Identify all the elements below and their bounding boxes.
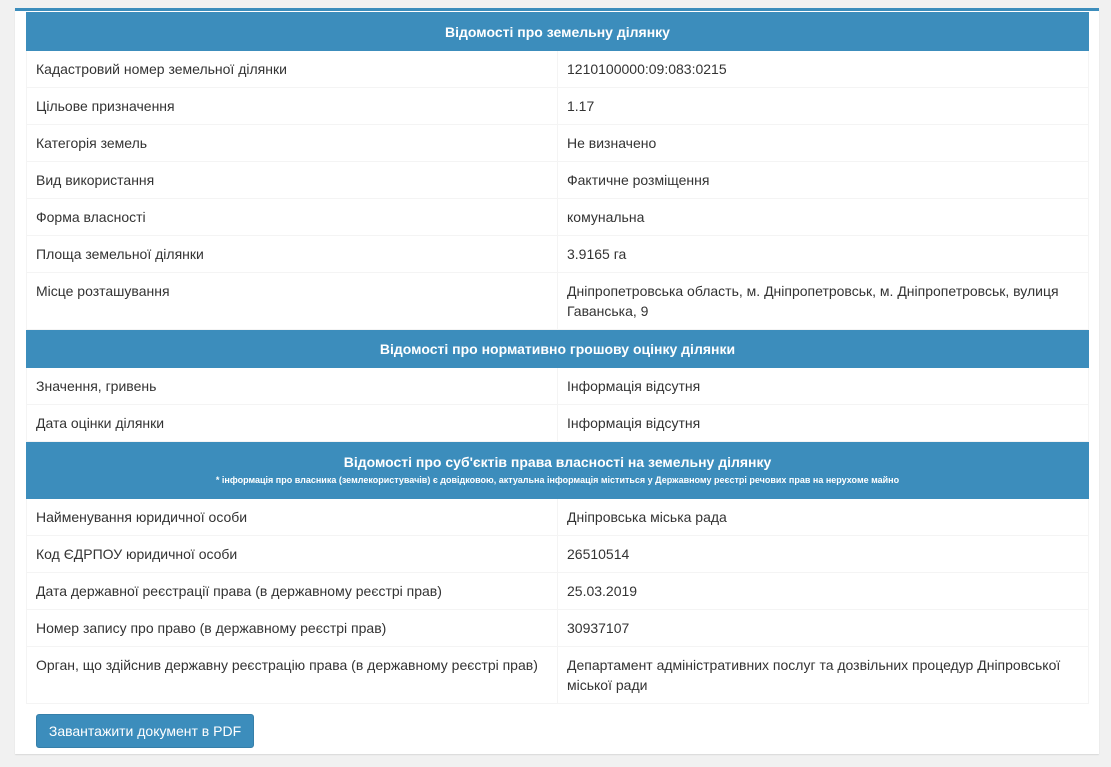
table-row — [27, 610, 1089, 647]
row-value: Інформація відсутня — [558, 368, 1089, 405]
row-value: 1210100000:09:083:0215 — [558, 51, 1089, 88]
row-value: 3.9165 га — [558, 236, 1089, 273]
section-title: Відомості про земельну ділянку — [27, 13, 1089, 51]
download-pdf-button[interactable]: Завантажити документ в PDF — [36, 714, 254, 748]
row-label: Вид використання — [27, 162, 558, 199]
row-label: Дата державної реєстрації права (в державному реєстрі прав) — [27, 573, 558, 610]
section-header-land-plot — [27, 13, 1089, 51]
row-value: 1.17 — [558, 88, 1089, 125]
section-header-owners — [27, 442, 1089, 499]
row-value: Фактичне розміщення — [558, 162, 1089, 199]
row-label: Дата оцінки ділянки — [27, 405, 558, 442]
table-row — [27, 51, 1089, 88]
land-info-panel — [15, 8, 1099, 754]
section-title: Відомості про нормативно грошову оцінку ділянки — [27, 330, 1089, 368]
row-value: Дніпровська міська рада — [558, 499, 1089, 536]
section-note: * інформація про власника (землекористувачів) є довідковою, актуальна інформація міститься у Державному реєстрі речових прав на нерухоме майно — [215, 475, 900, 485]
row-value: Дніпропетровська область, м. Дніпропетровськ, м. Дніпропетровськ, вулиця Гаванська, 9 — [558, 273, 1089, 330]
row-label: Цільове призначення — [27, 88, 558, 125]
table-row — [27, 162, 1089, 199]
row-value: 30937107 — [558, 610, 1089, 647]
row-label: Код ЄДРПОУ юридичної особи — [27, 536, 558, 573]
row-value: комунальна — [558, 199, 1089, 236]
table-row — [27, 368, 1089, 405]
row-label: Значення, гривень — [27, 368, 558, 405]
table-row — [27, 499, 1089, 536]
land-info-table — [26, 12, 1089, 704]
row-label: Номер запису про право (в державному реєстрі прав) — [27, 610, 558, 647]
section-header-valuation — [27, 330, 1089, 368]
section-header-cell — [27, 442, 1089, 499]
table-row — [27, 125, 1089, 162]
table-row — [27, 647, 1089, 704]
row-label: Категорія земель — [27, 125, 558, 162]
row-label: Площа земельної ділянки — [27, 236, 558, 273]
table-row — [27, 573, 1089, 610]
row-label: Орган, що здійснив державну реєстрацію права (в державному реєстрі прав) — [27, 647, 558, 704]
row-value: Департамент адміністративних послуг та дозвільних процедур Дніпровської міської ради — [558, 647, 1089, 704]
row-label: Кадастровий номер земельної ділянки — [27, 51, 558, 88]
section-title: Відомості про суб'єктів права власності на земельну ділянку — [343, 454, 772, 470]
row-label: Форма власності — [27, 199, 558, 236]
table-row — [27, 236, 1089, 273]
table-row — [27, 199, 1089, 236]
table-row — [27, 405, 1089, 442]
table-row — [27, 88, 1089, 125]
row-value: 26510514 — [558, 536, 1089, 573]
row-label: Найменування юридичної особи — [27, 499, 558, 536]
table-row — [27, 536, 1089, 573]
row-label: Місце розташування — [27, 273, 558, 330]
table-row — [27, 273, 1089, 330]
row-value: Інформація відсутня — [558, 405, 1089, 442]
row-value: Не визначено — [558, 125, 1089, 162]
row-value: 25.03.2019 — [558, 573, 1089, 610]
